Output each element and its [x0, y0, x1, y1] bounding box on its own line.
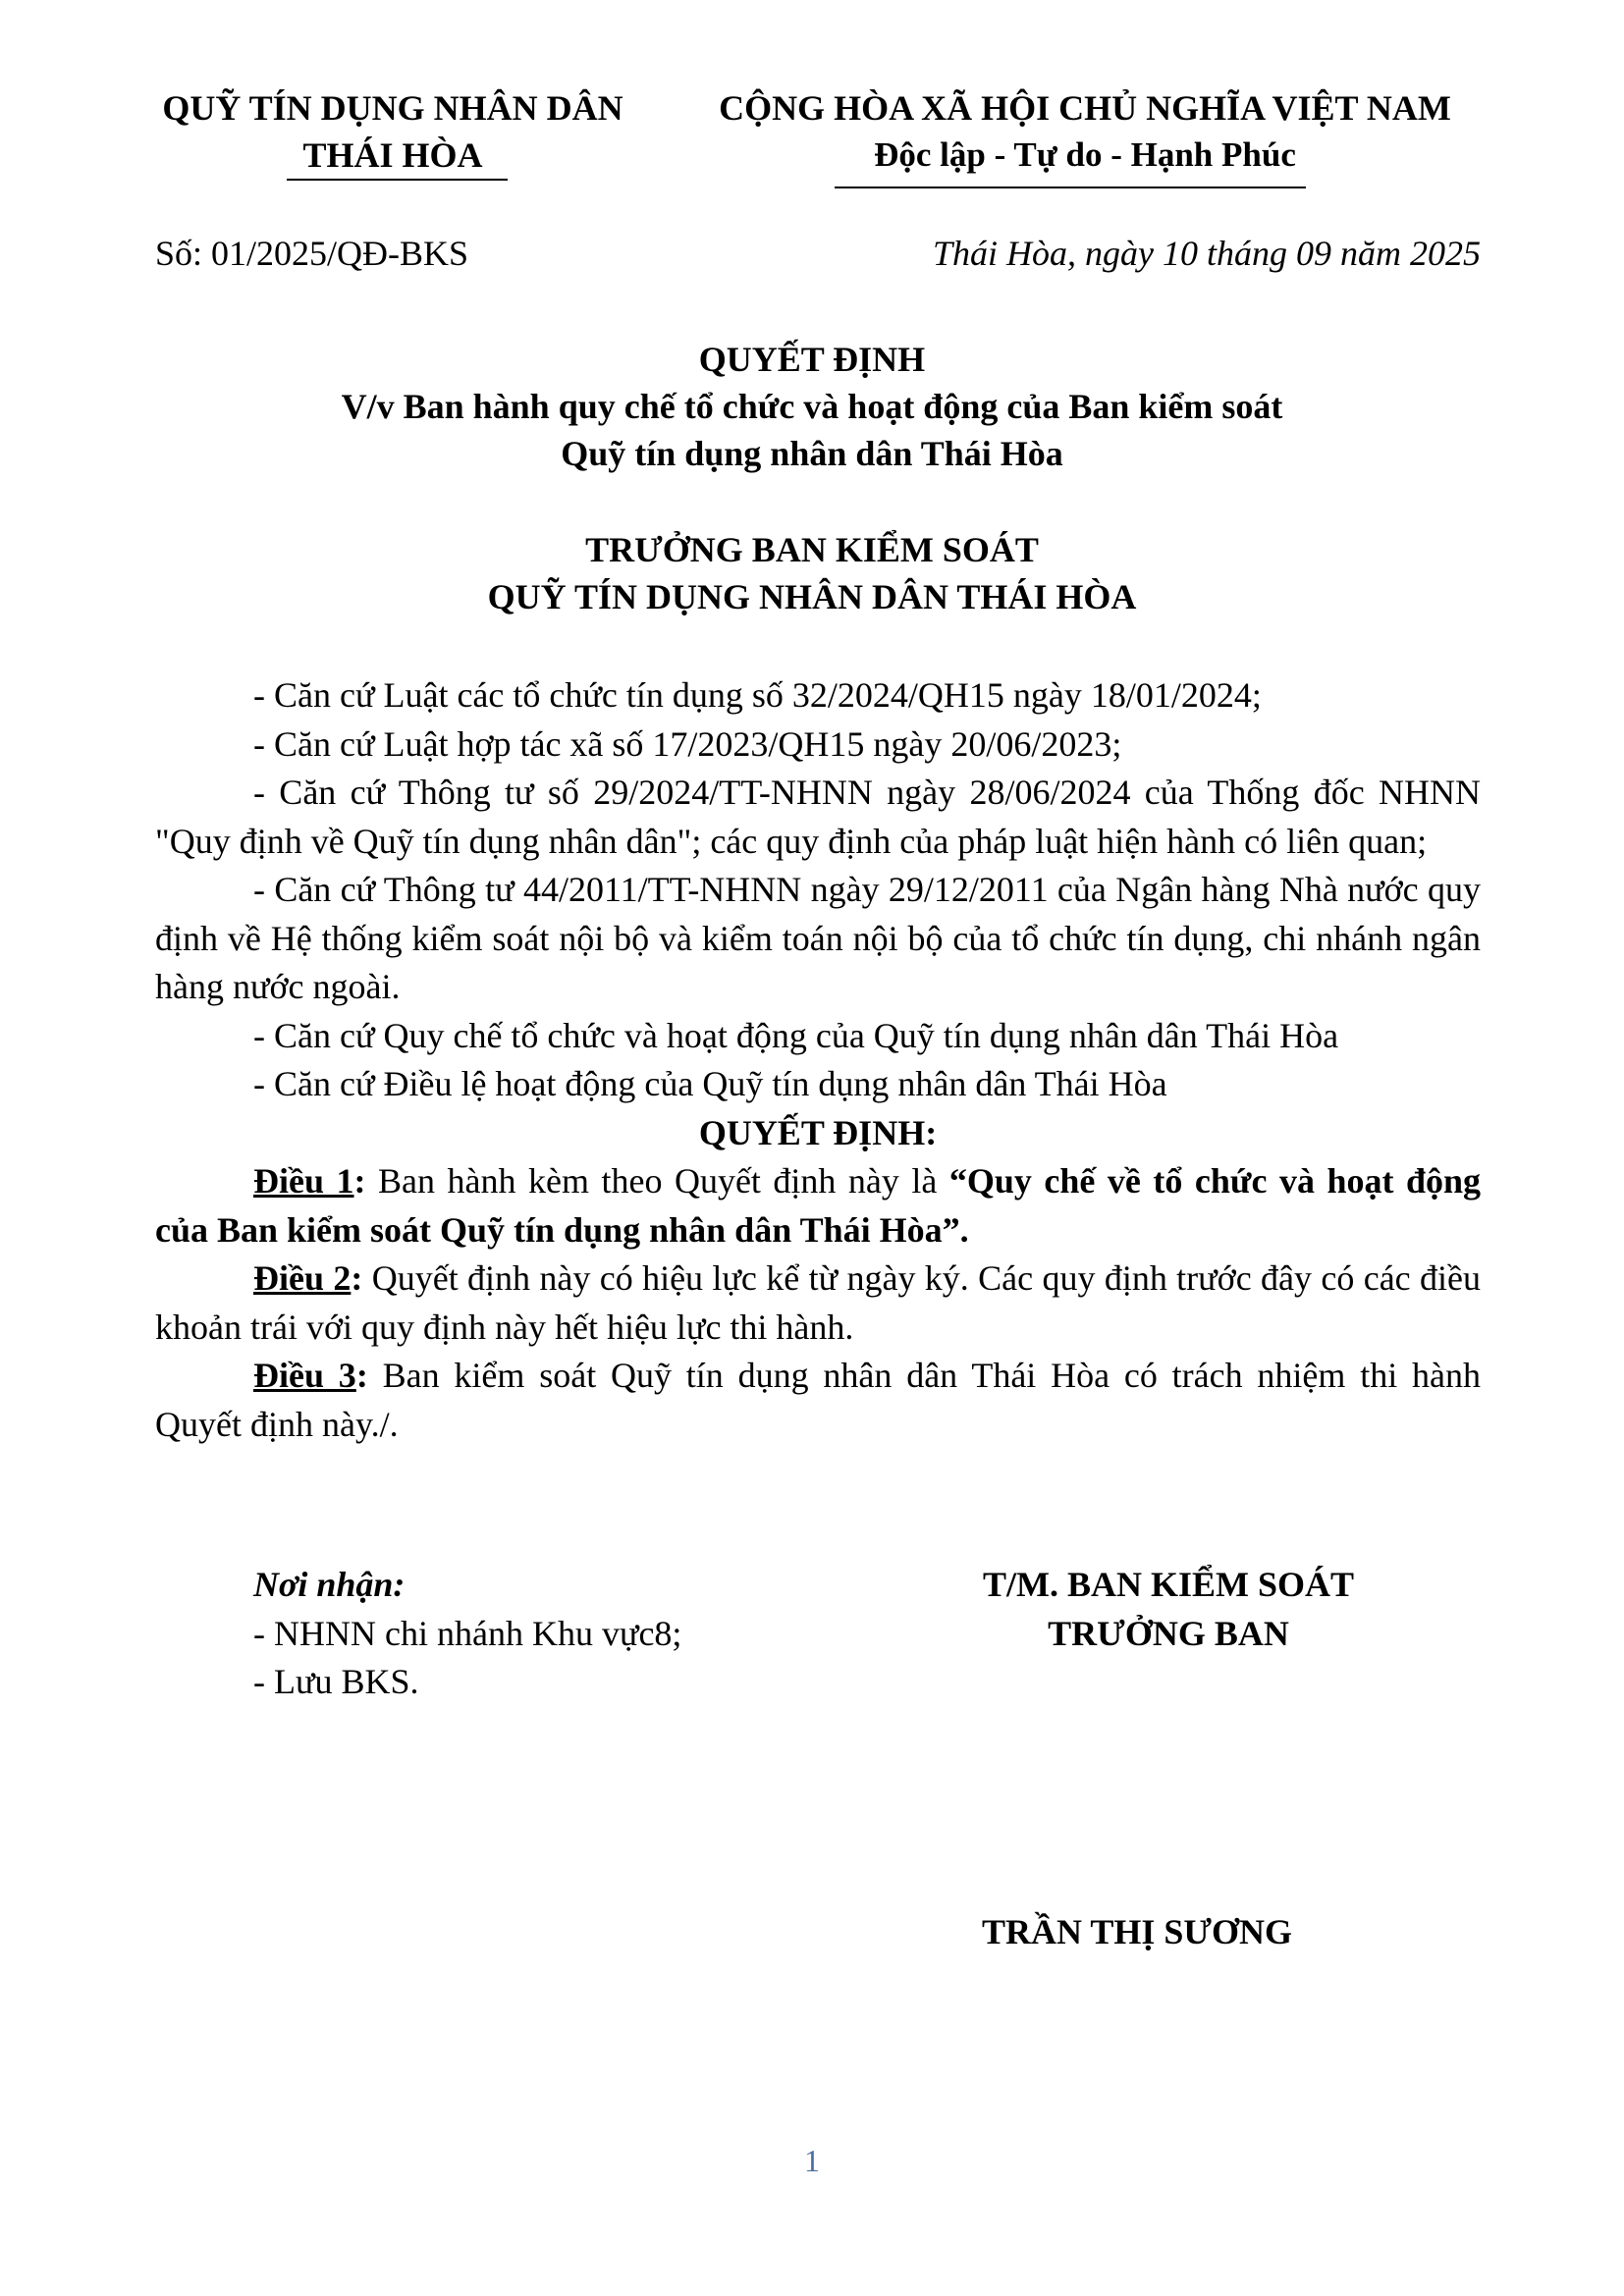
title-line-1: QUYẾT ĐỊNH — [698, 340, 926, 379]
issuing-authority — [0, 526, 1624, 620]
decision-body — [155, 671, 1481, 1449]
page-number: 1 — [804, 2143, 820, 2178]
authority-line-1: TRƯỞNG BAN KIỂM SOÁT — [585, 530, 1039, 569]
recipients-heading: Nơi nhận: — [253, 1565, 406, 1604]
organization-underline — [287, 179, 508, 181]
organization-name: QUỸ TÍN DỤNG NHÂN DÂN — [162, 88, 623, 128]
legal-basis-item: - Căn cứ Quy chế tổ chức và hoạt động của Quỹ tín dụng nhân dân Thái Hòa — [253, 1015, 1339, 1055]
article-text: Ban hành kèm theo Quyết định này là — [365, 1161, 949, 1201]
legal-basis-item: - Căn cứ Thông tư 44/2011/TT-NHNN ngày 29/12/2011 của Ngân hàng Nhà nước quy định về Hệ thống kiểm soát nội bộ và kiểm toán nội bộ của tổ chức tín dụng, chi nhánh ngân hàng nước ngoài. — [155, 870, 1481, 1006]
signer-name: TRẦN THỊ SƯƠNG — [982, 1912, 1293, 1951]
article-2: Điều 2: Quyết định này có hiệu lực kể từ ngày ký. Các quy định trước đây có các điều khoản trái với quy định này hết hiệu lực thi hành. — [155, 1258, 1481, 1347]
article-label: Điều 3 — [253, 1356, 356, 1395]
authority-line-2: QUỸ TÍN DỤNG NHÂN DÂN THÁI HÒA — [487, 577, 1137, 616]
legal-basis-item: - Căn cứ Luật hợp tác xã số 17/2023/QH15 ngày 20/06/2023; — [253, 723, 1122, 764]
signature-title: T/M. BAN KIỂM SOÁT — [982, 1565, 1355, 1604]
title-line-2: V/v Ban hành quy chế tổ chức và hoạt động của Ban kiểm soát — [341, 387, 1283, 426]
motto-underline — [835, 187, 1306, 188]
place-and-date: Thái Hòa, ngày 10 tháng 09 năm 2025 — [933, 234, 1481, 273]
recipient-item: - NHNN chi nhánh Khu vực8; — [253, 1613, 682, 1653]
recipients-block — [253, 1561, 681, 1707]
nation-name: CỘNG HÒA XÃ HỘI CHỦ NGHĨA VIỆT NAM — [719, 88, 1451, 128]
signature-block — [903, 1561, 1434, 1658]
article-text: Quyết định này có hiệu lực kể từ ngày ký. Các quy định trước đây có các điều khoản trái với quy định này hết hiệu lực thi hành. — [155, 1258, 1481, 1347]
legal-basis-item: - Căn cứ Điều lệ hoạt động của Quỹ tín dụng nhân dân Thái Hòa — [253, 1064, 1167, 1103]
article-text: Ban kiểm soát Quỹ tín dụng nhân dân Thái Hòa có trách nhiệm thi hành Quyết định này./. — [155, 1356, 1482, 1444]
article-label: Điều 1 — [253, 1161, 354, 1201]
decision-title — [0, 336, 1624, 477]
signature-position: TRƯỞNG BAN — [1048, 1613, 1289, 1653]
recipient-item: - Lưu BKS. — [253, 1662, 419, 1701]
organization-location: THÁI HÒA — [302, 135, 483, 175]
organization-header — [137, 84, 648, 179]
decision-heading: QUYẾT ĐỊNH: — [698, 1112, 938, 1152]
document-number: Số: 01/2025/QĐ-BKS — [155, 234, 469, 273]
national-header — [677, 84, 1492, 179]
legal-basis-item: - Căn cứ Luật các tổ chức tín dụng số 32/2024/QH15 ngày 18/01/2024; — [253, 675, 1262, 715]
article-label: Điều 2 — [253, 1258, 352, 1298]
nation-motto: Độc lập - Tự do - Hạnh Phúc — [874, 135, 1296, 174]
article-1: Điều 1: Ban hành kèm theo Quyết định này là “Quy chế về tổ chức và hoạt động của Ban kiểm soát Quỹ tín dụng nhân dân Thái Hòa”. — [155, 1161, 1482, 1250]
article-text-emphasis: “Quy chế về tổ chức và hoạt động của Ban kiểm soát Quỹ tín dụng nhân dân Thái Hòa”. — [155, 1161, 1482, 1250]
article-3: Điều 3: Ban kiểm soát Quỹ tín dụng nhân dân Thái Hòa có trách nhiệm thi hành Quyết định này./. — [155, 1356, 1482, 1444]
title-line-3: Quỹ tín dụng nhân dân Thái Hòa — [561, 434, 1063, 473]
legal-basis-item: - Căn cứ Thông tư số 29/2024/TT-NHNN ngày 28/06/2024 của Thống đốc NHNN "Quy định về Quỹ tín dụng nhân dân"; các quy định của pháp luật hiện hành có liên quan; — [155, 773, 1481, 861]
